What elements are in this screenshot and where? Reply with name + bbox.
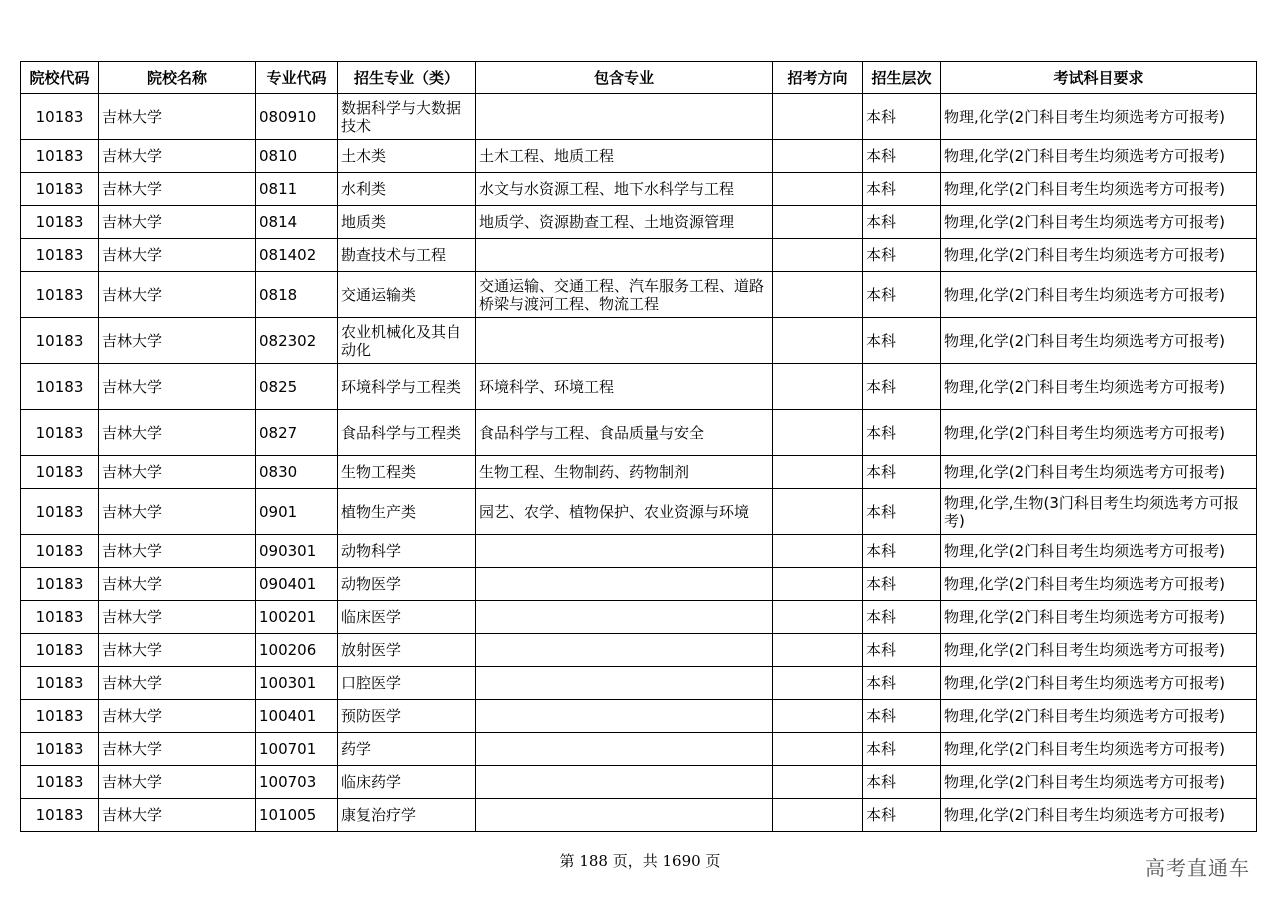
cell-requirement: 物理,化学(2门科目考生均须选考方可报考) (941, 272, 1257, 318)
cell-school-code: 10183 (21, 667, 99, 700)
cell-included-majors: 水文与水资源工程、地下水科学与工程 (476, 173, 773, 206)
table-row (21, 140, 1257, 173)
cell-major: 地质类 (338, 206, 476, 239)
cell-school-name: 吉林大学 (99, 272, 256, 318)
cell-included-majors (476, 667, 773, 700)
header-requirement: 考试科目要求 (941, 62, 1257, 94)
cell-included-majors (476, 239, 773, 272)
header-major-code: 专业代码 (256, 62, 338, 94)
cell-requirement: 物理,化学(2门科目考生均须选考方可报考) (941, 173, 1257, 206)
cell-level: 本科 (863, 173, 941, 206)
cell-level: 本科 (863, 489, 941, 535)
cell-included-majors (476, 535, 773, 568)
cell-direction (773, 140, 863, 173)
cell-school-name: 吉林大学 (99, 700, 256, 733)
cell-school-name: 吉林大学 (99, 667, 256, 700)
cell-direction (773, 173, 863, 206)
cell-school-code: 10183 (21, 766, 99, 799)
cell-direction (773, 364, 863, 410)
cell-major-code: 090401 (256, 568, 338, 601)
cell-direction (773, 799, 863, 832)
cell-school-name: 吉林大学 (99, 140, 256, 173)
cell-school-code: 10183 (21, 634, 99, 667)
cell-level: 本科 (863, 364, 941, 410)
cell-direction (773, 766, 863, 799)
cell-direction (773, 456, 863, 489)
cell-major-code: 0811 (256, 173, 338, 206)
cell-major-code: 0825 (256, 364, 338, 410)
cell-major: 食品科学与工程类 (338, 410, 476, 456)
cell-included-majors: 地质学、资源勘查工程、土地资源管理 (476, 206, 773, 239)
cell-school-code: 10183 (21, 272, 99, 318)
cell-school-code: 10183 (21, 535, 99, 568)
cell-school-name: 吉林大学 (99, 733, 256, 766)
cell-included-majors (476, 601, 773, 634)
cell-level: 本科 (863, 206, 941, 239)
cell-requirement: 物理,化学(2门科目考生均须选考方可报考) (941, 568, 1257, 601)
cell-school-code: 10183 (21, 489, 99, 535)
cell-major: 动物科学 (338, 535, 476, 568)
cell-included-majors: 交通运输、交通工程、汽车服务工程、道路桥梁与渡河工程、物流工程 (476, 272, 773, 318)
table-row (21, 634, 1257, 667)
cell-requirement: 物理,化学(2门科目考生均须选考方可报考) (941, 94, 1257, 140)
cell-major: 农业机械化及其自动化 (338, 318, 476, 364)
header-direction: 招考方向 (773, 62, 863, 94)
cell-school-code: 10183 (21, 700, 99, 733)
cell-requirement: 物理,化学(2门科目考生均须选考方可报考) (941, 140, 1257, 173)
cell-school-code: 10183 (21, 410, 99, 456)
cell-major: 预防医学 (338, 700, 476, 733)
cell-direction (773, 489, 863, 535)
cell-level: 本科 (863, 799, 941, 832)
cell-direction (773, 634, 863, 667)
table-row (21, 489, 1257, 535)
cell-level: 本科 (863, 272, 941, 318)
cell-level: 本科 (863, 601, 941, 634)
cell-level: 本科 (863, 239, 941, 272)
cell-level: 本科 (863, 456, 941, 489)
table-row (21, 456, 1257, 489)
table-row (21, 272, 1257, 318)
header-major: 招生专业（类） (338, 62, 476, 94)
cell-direction (773, 94, 863, 140)
cell-requirement: 物理,化学(2门科目考生均须选考方可报考) (941, 634, 1257, 667)
cell-level: 本科 (863, 535, 941, 568)
cell-school-code: 10183 (21, 601, 99, 634)
cell-direction (773, 601, 863, 634)
cell-major: 康复治疗学 (338, 799, 476, 832)
table-row (21, 239, 1257, 272)
cell-direction (773, 667, 863, 700)
cell-major-code: 100301 (256, 667, 338, 700)
cell-requirement: 物理,化学(2门科目考生均须选考方可报考) (941, 700, 1257, 733)
cell-included-majors (476, 568, 773, 601)
cell-requirement: 物理,化学(2门科目考生均须选考方可报考) (941, 239, 1257, 272)
header-school-name: 院校名称 (99, 62, 256, 94)
cell-requirement: 物理,化学(2门科目考生均须选考方可报考) (941, 318, 1257, 364)
cell-included-majors (476, 766, 773, 799)
header-school-code: 院校代码 (21, 62, 99, 94)
cell-major-code: 090301 (256, 535, 338, 568)
cell-major: 数据科学与大数据技术 (338, 94, 476, 140)
table-row (21, 601, 1257, 634)
cell-school-code: 10183 (21, 364, 99, 410)
cell-major: 生物工程类 (338, 456, 476, 489)
cell-direction (773, 733, 863, 766)
cell-major: 环境科学与工程类 (338, 364, 476, 410)
cell-level: 本科 (863, 318, 941, 364)
cell-requirement: 物理,化学(2门科目考生均须选考方可报考) (941, 766, 1257, 799)
cell-school-name: 吉林大学 (99, 456, 256, 489)
cell-major: 临床药学 (338, 766, 476, 799)
cell-level: 本科 (863, 94, 941, 140)
cell-major: 放射医学 (338, 634, 476, 667)
cell-direction (773, 318, 863, 364)
cell-requirement: 物理,化学(2门科目考生均须选考方可报考) (941, 667, 1257, 700)
table-row (21, 766, 1257, 799)
cell-major: 口腔医学 (338, 667, 476, 700)
cell-school-name: 吉林大学 (99, 364, 256, 410)
cell-major-code: 100703 (256, 766, 338, 799)
cell-major-code: 101005 (256, 799, 338, 832)
cell-major-code: 0810 (256, 140, 338, 173)
cell-major-code: 080910 (256, 94, 338, 140)
cell-level: 本科 (863, 140, 941, 173)
cell-included-majors (476, 634, 773, 667)
cell-major-code: 0901 (256, 489, 338, 535)
table-row (21, 568, 1257, 601)
cell-included-majors: 土木工程、地质工程 (476, 140, 773, 173)
cell-level: 本科 (863, 410, 941, 456)
cell-major: 勘查技术与工程 (338, 239, 476, 272)
cell-major: 交通运输类 (338, 272, 476, 318)
table-row (21, 799, 1257, 832)
cell-requirement: 物理,化学(2门科目考生均须选考方可报考) (941, 601, 1257, 634)
cell-requirement: 物理,化学(2门科目考生均须选考方可报考) (941, 799, 1257, 832)
cell-major-code: 100701 (256, 733, 338, 766)
cell-school-name: 吉林大学 (99, 766, 256, 799)
cell-included-majors (476, 799, 773, 832)
cell-included-majors: 园艺、农学、植物保护、农业资源与环境 (476, 489, 773, 535)
table-row (21, 318, 1257, 364)
cell-requirement: 物理,化学(2门科目考生均须选考方可报考) (941, 410, 1257, 456)
cell-school-code: 10183 (21, 456, 99, 489)
cell-level: 本科 (863, 667, 941, 700)
cell-level: 本科 (863, 568, 941, 601)
cell-requirement: 物理,化学(2门科目考生均须选考方可报考) (941, 733, 1257, 766)
header-level: 招生层次 (863, 62, 941, 94)
cell-level: 本科 (863, 634, 941, 667)
cell-direction (773, 410, 863, 456)
watermark-text: 高考直通车 (1145, 856, 1250, 880)
cell-school-name: 吉林大学 (99, 206, 256, 239)
table-header-row (21, 62, 1257, 94)
table-row (21, 173, 1257, 206)
header-included-majors: 包含专业 (476, 62, 773, 94)
cell-school-code: 10183 (21, 733, 99, 766)
cell-major: 动物医学 (338, 568, 476, 601)
table-row (21, 410, 1257, 456)
cell-school-name: 吉林大学 (99, 799, 256, 832)
cell-direction (773, 272, 863, 318)
cell-included-majors: 食品科学与工程、食品质量与安全 (476, 410, 773, 456)
cell-included-majors: 生物工程、生物制药、药物制剂 (476, 456, 773, 489)
cell-direction (773, 239, 863, 272)
cell-school-code: 10183 (21, 239, 99, 272)
cell-major-code: 0818 (256, 272, 338, 318)
cell-major-code: 100201 (256, 601, 338, 634)
cell-major: 水利类 (338, 173, 476, 206)
cell-school-code: 10183 (21, 140, 99, 173)
cell-major-code: 081402 (256, 239, 338, 272)
table-row (21, 700, 1257, 733)
cell-school-code: 10183 (21, 318, 99, 364)
cell-level: 本科 (863, 733, 941, 766)
cell-level: 本科 (863, 766, 941, 799)
cell-major: 植物生产类 (338, 489, 476, 535)
cell-direction (773, 568, 863, 601)
cell-school-name: 吉林大学 (99, 239, 256, 272)
cell-school-code: 10183 (21, 206, 99, 239)
cell-included-majors (476, 700, 773, 733)
table-row (21, 94, 1257, 140)
cell-major-code: 0830 (256, 456, 338, 489)
table-row (21, 733, 1257, 766)
cell-school-name: 吉林大学 (99, 535, 256, 568)
cell-school-name: 吉林大学 (99, 94, 256, 140)
cell-major-code: 0814 (256, 206, 338, 239)
cell-major-code: 0827 (256, 410, 338, 456)
cell-school-code: 10183 (21, 94, 99, 140)
cell-major-code: 100401 (256, 700, 338, 733)
cell-school-code: 10183 (21, 568, 99, 601)
cell-requirement: 物理,化学,生物(3门科目考生均须选考方可报考) (941, 489, 1257, 535)
cell-school-name: 吉林大学 (99, 318, 256, 364)
cell-school-name: 吉林大学 (99, 489, 256, 535)
cell-level: 本科 (863, 700, 941, 733)
page-number: 第 188 页，共 1690 页 (559, 852, 721, 870)
table-row (21, 535, 1257, 568)
cell-included-majors (476, 318, 773, 364)
cell-included-majors (476, 733, 773, 766)
cell-direction (773, 700, 863, 733)
cell-direction (773, 535, 863, 568)
cell-requirement: 物理,化学(2门科目考生均须选考方可报考) (941, 364, 1257, 410)
table-row (21, 206, 1257, 239)
cell-major: 药学 (338, 733, 476, 766)
cell-requirement: 物理,化学(2门科目考生均须选考方可报考) (941, 456, 1257, 489)
cell-major-code: 082302 (256, 318, 338, 364)
cell-school-name: 吉林大学 (99, 634, 256, 667)
table-row (21, 364, 1257, 410)
cell-school-code: 10183 (21, 173, 99, 206)
cell-school-name: 吉林大学 (99, 173, 256, 206)
cell-included-majors: 环境科学、环境工程 (476, 364, 773, 410)
table-row (21, 667, 1257, 700)
cell-school-name: 吉林大学 (99, 410, 256, 456)
cell-school-name: 吉林大学 (99, 601, 256, 634)
cell-school-name: 吉林大学 (99, 568, 256, 601)
cell-included-majors (476, 94, 773, 140)
cell-major: 临床医学 (338, 601, 476, 634)
cell-major: 土木类 (338, 140, 476, 173)
cell-requirement: 物理,化学(2门科目考生均须选考方可报考) (941, 206, 1257, 239)
cell-direction (773, 206, 863, 239)
cell-major-code: 100206 (256, 634, 338, 667)
cell-requirement: 物理,化学(2门科目考生均须选考方可报考) (941, 535, 1257, 568)
admission-table (20, 61, 1257, 832)
cell-school-code: 10183 (21, 799, 99, 832)
